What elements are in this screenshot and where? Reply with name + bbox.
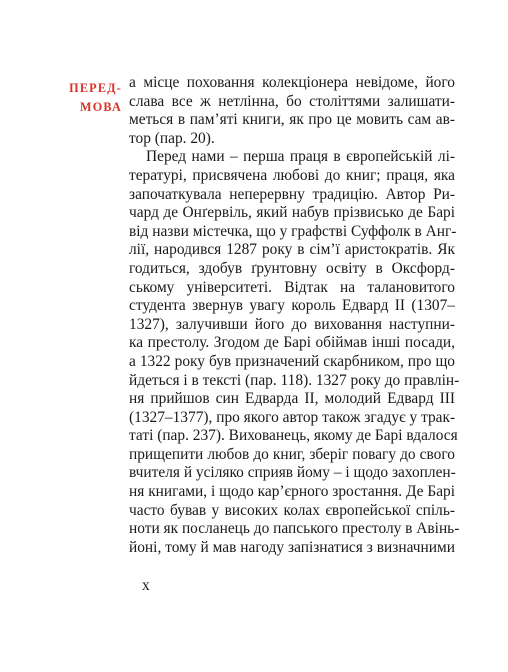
text-line: слава все ж нетлінна, бо століттями залишати- [129, 92, 455, 110]
text-line: прищепити любов до книг, зберіг повагу до свого [129, 445, 455, 463]
text-line: тор (пар. 20). [129, 129, 215, 147]
text-line: ка престолу. Згодом де Барі обіймав інші посади, [129, 334, 455, 352]
text-line: тературі, присвячена любові до книг; праця, яка [129, 166, 455, 184]
text-line: а 1322 року був призначений скарбником, про що [129, 352, 455, 370]
text-line: а місце поховання колекціонера невідоме, його [129, 74, 455, 91]
text-line: від назви містечка, що у графстві Суффолк в Анг- [129, 222, 457, 240]
section-sidenote [58, 79, 122, 116]
page-number: x [142, 577, 150, 594]
text-line: йоні, тому й мав нагоду запізнатися з визначними [129, 538, 455, 556]
text-line: 1327), залучивши його до виховання наступни- [129, 315, 455, 333]
body-text [129, 74, 460, 557]
sidenote-line-2: МОВА [80, 99, 122, 114]
text-line: (1327–1377), про якого автор також згадує у трак- [129, 408, 456, 426]
text-line: йдеться і в тексті (пар. 118). 1327 року до правлін- [129, 371, 460, 389]
text-line: часто бував у високих колах європейської спіль- [129, 501, 455, 519]
text-line: ноти як посланець до папського престолу в Авінь- [129, 520, 460, 538]
text-line: Перед нами – перша праця в європейській лі- [146, 148, 455, 166]
text-line: лії, народився 1287 року в сім’ї аристократів. Як [129, 241, 455, 259]
text-line: вчителя й усіляко сприяв йому – і щодо захоплен- [129, 464, 456, 482]
text-line: годиться, здобув ґрунтовну освіту в Оксфорд- [129, 259, 455, 277]
text-line: ня прийшов син Едварда II, молодий Едвард III [129, 390, 455, 408]
text-line: чард де Онґервіль, який набув прізвисько де Барі [129, 204, 455, 222]
text-line: ському університеті. Відтак на талановитого [129, 278, 455, 296]
text-line: студента звернув увагу король Едвард II (1307– [129, 297, 455, 315]
text-line: меться в пам’яті книги, як про це мовить сам ав- [129, 111, 455, 129]
text-line: ня книгами, і щодо кар’єрного зростання. Де Барі [129, 483, 455, 501]
text-line: започаткувала неперервну традицію. Автор Ри- [129, 185, 455, 203]
text-line: таті (пар. 237). Вихованець, якому де Барі вдалося [129, 427, 458, 445]
sidenote-line-1: ПЕРЕД- [69, 81, 122, 95]
